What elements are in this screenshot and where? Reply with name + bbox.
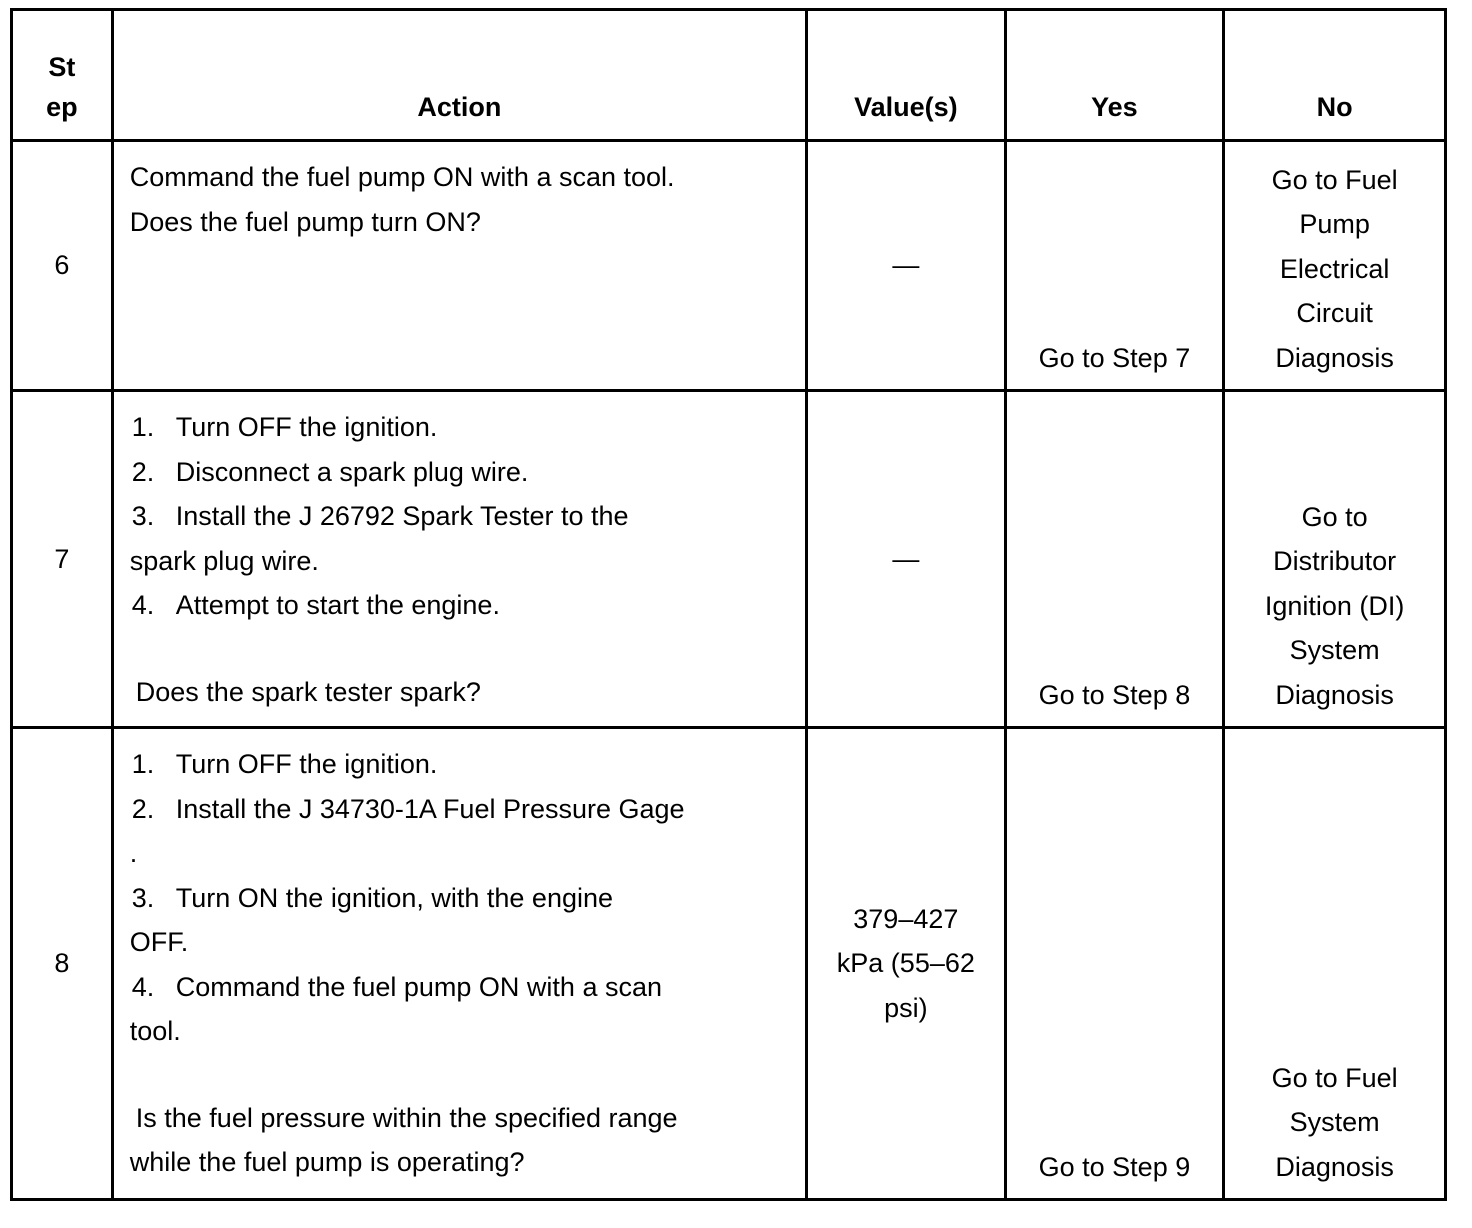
yes-link[interactable]: Go to Step 9 bbox=[1005, 728, 1224, 1200]
list-text: Install the J 26792 Spark Tester to the bbox=[175, 501, 629, 531]
table-row bbox=[12, 728, 1446, 1200]
header-no: No bbox=[1224, 10, 1446, 141]
list-item bbox=[130, 583, 789, 628]
header-step bbox=[12, 10, 113, 141]
list-item bbox=[130, 405, 789, 450]
action-line: Does the fuel pump turn ON? bbox=[129, 206, 481, 237]
table-row bbox=[12, 391, 1446, 728]
list-number: 2. bbox=[131, 456, 155, 487]
no-line: Diagnosis bbox=[1275, 342, 1394, 373]
value-cell: — bbox=[807, 141, 1006, 391]
no-line: Go to bbox=[1301, 501, 1368, 532]
no-line: Circuit bbox=[1296, 298, 1373, 328]
question: Is the fuel pressure within the specified range bbox=[135, 1102, 678, 1133]
list-number: 1. bbox=[131, 749, 155, 779]
list-item bbox=[130, 965, 789, 1010]
header-yes: Yes bbox=[1005, 10, 1224, 141]
header-step-line1: St bbox=[48, 52, 76, 82]
action-cell bbox=[112, 391, 806, 728]
header-row bbox=[12, 10, 1446, 141]
list-text-continued: . bbox=[129, 838, 138, 868]
list-item bbox=[130, 742, 789, 787]
yes-link[interactable]: Go to Step 7 bbox=[1005, 141, 1224, 391]
value-cell bbox=[807, 728, 1006, 1200]
no-line: Go to Fuel bbox=[1271, 1062, 1398, 1093]
list-text-continued: tool. bbox=[129, 1016, 181, 1046]
list-text: Attempt to start the engine. bbox=[175, 590, 500, 620]
no-line: System bbox=[1289, 635, 1380, 665]
list-number: 3. bbox=[131, 882, 155, 913]
list-number: 1. bbox=[131, 412, 155, 442]
no-line: Diagnosis bbox=[1275, 1151, 1394, 1182]
no-link[interactable] bbox=[1224, 141, 1446, 391]
list-text: Command the fuel pump ON with a scan bbox=[175, 971, 662, 1002]
list-text: Disconnect a spark plug wire. bbox=[175, 456, 529, 487]
action-cell bbox=[112, 141, 806, 391]
list-item bbox=[130, 494, 789, 539]
list-text: Install the J 34730-1A Fuel Pressure Gage bbox=[175, 793, 685, 824]
diagnostic-table bbox=[10, 8, 1447, 1201]
list-text-continued: spark plug wire. bbox=[129, 545, 319, 576]
list-number: 4. bbox=[131, 971, 155, 1002]
question: Does the spark tester spark? bbox=[135, 676, 481, 707]
step-number: 6 bbox=[12, 141, 113, 391]
list-text: Turn ON the ignition, with the engine bbox=[175, 882, 614, 913]
list-text-continued: OFF. bbox=[129, 927, 189, 957]
list-text: Turn OFF the ignition. bbox=[175, 749, 438, 779]
no-line: Pump bbox=[1299, 209, 1370, 239]
no-line: Electrical bbox=[1279, 253, 1390, 284]
list-number: 4. bbox=[131, 590, 155, 620]
list-number: 3. bbox=[131, 501, 155, 531]
header-step-line2: ep bbox=[46, 92, 78, 122]
action-line: Command the fuel pump ON with a scan tool. bbox=[129, 162, 675, 192]
no-link[interactable] bbox=[1224, 728, 1446, 1200]
step-number: 7 bbox=[12, 391, 113, 728]
value-cell: — bbox=[807, 391, 1006, 728]
no-line: Go to Fuel bbox=[1271, 164, 1398, 195]
header-values: Value(s) bbox=[807, 10, 1006, 141]
list-text: Turn OFF the ignition. bbox=[175, 412, 438, 442]
list-number: 2. bbox=[131, 793, 155, 824]
list-item bbox=[130, 450, 789, 495]
list-item bbox=[130, 787, 789, 832]
no-line: Distributor bbox=[1273, 546, 1397, 576]
list-item bbox=[130, 876, 789, 921]
header-action: Action bbox=[112, 10, 806, 141]
step-number: 8 bbox=[12, 728, 113, 1200]
value-line: kPa (55–62 bbox=[836, 948, 975, 979]
table-row bbox=[12, 141, 1446, 391]
value-line: 379–427 bbox=[853, 903, 959, 934]
no-line: Diagnosis bbox=[1275, 679, 1394, 710]
value-line: psi) bbox=[884, 992, 928, 1023]
no-line: Ignition (DI) bbox=[1264, 590, 1405, 621]
action-cell bbox=[112, 728, 806, 1200]
no-line: System bbox=[1289, 1107, 1380, 1137]
yes-link[interactable]: Go to Step 8 bbox=[1005, 391, 1224, 728]
no-link[interactable] bbox=[1224, 391, 1446, 728]
question-continued: while the fuel pump is operating? bbox=[129, 1147, 525, 1177]
